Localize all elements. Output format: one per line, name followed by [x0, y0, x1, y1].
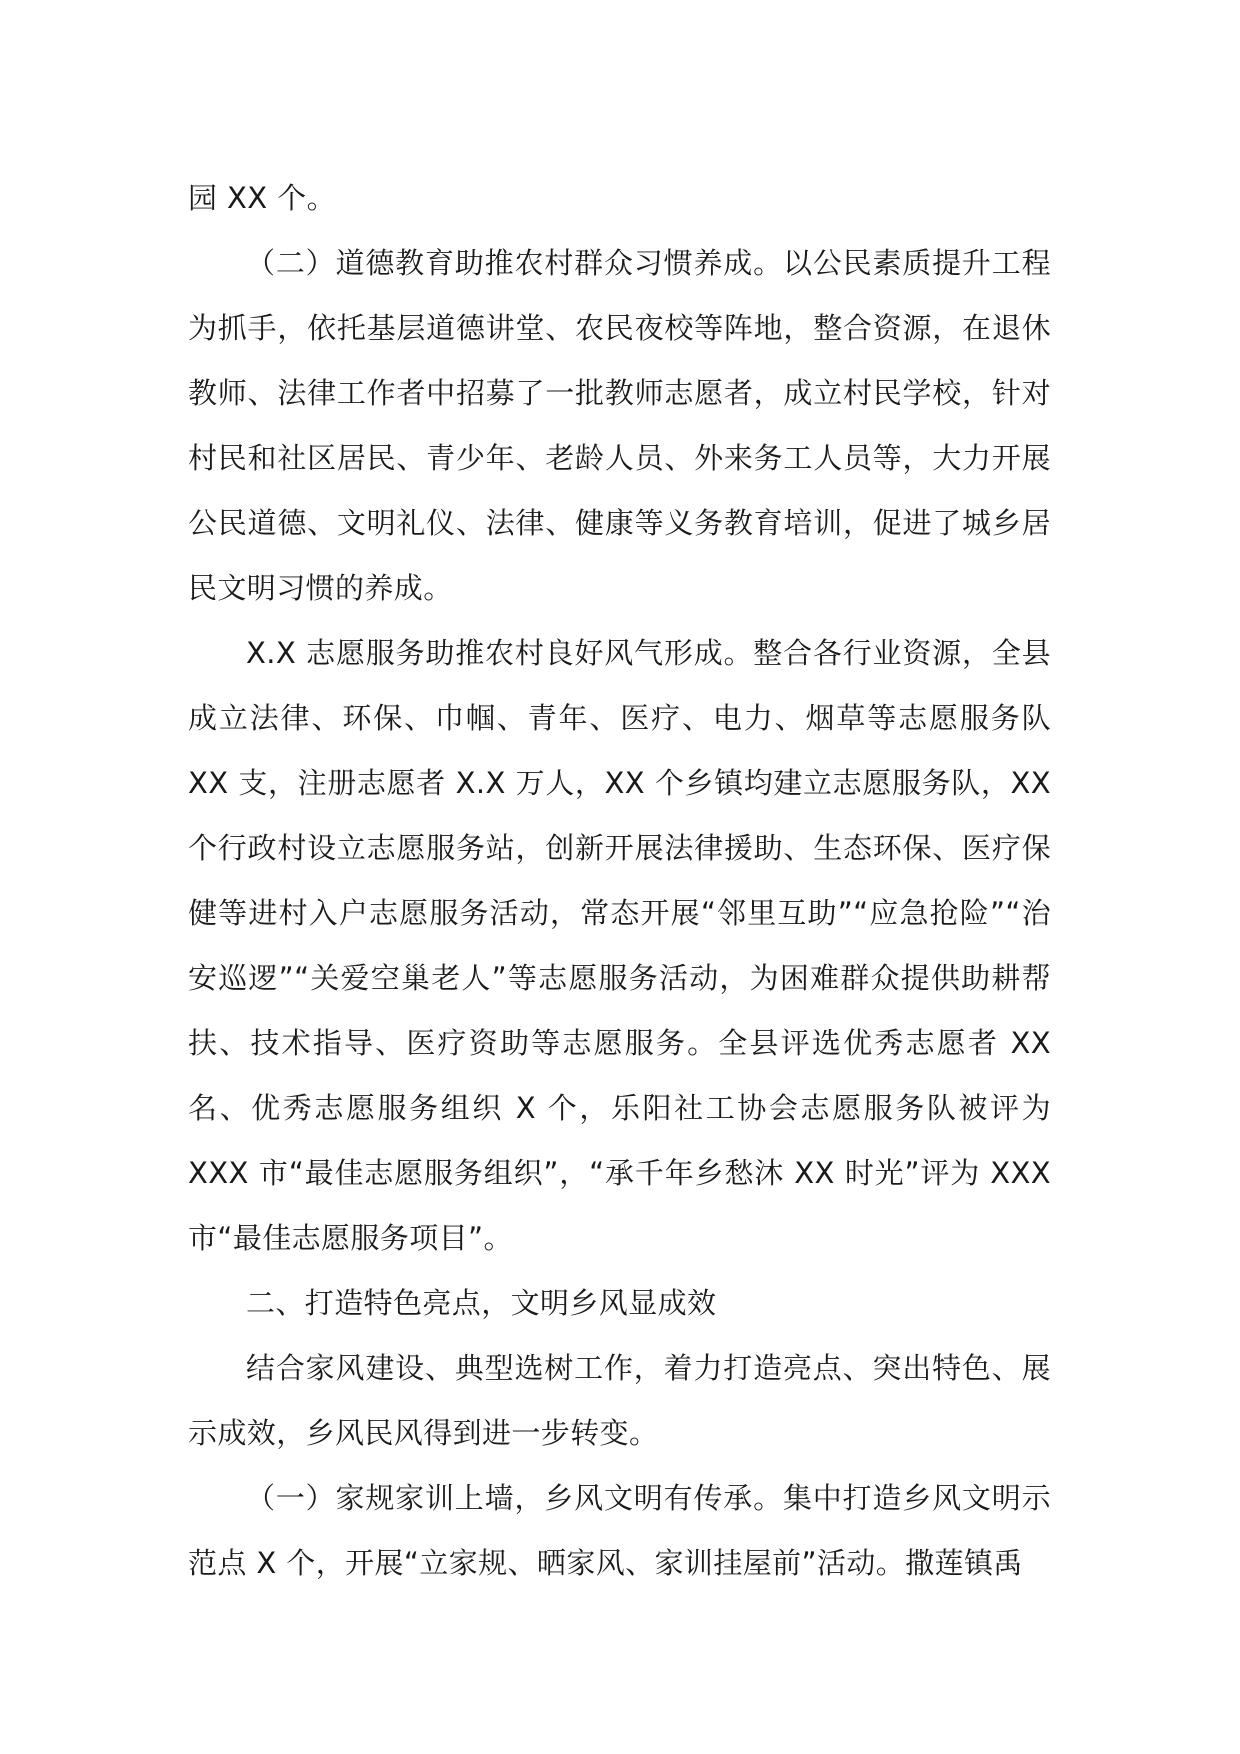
document-body — [188, 166, 1051, 1596]
section-heading-highlights: 二、打造特色亮点，文明乡风显成效 — [246, 1286, 717, 1320]
paragraph-section-intro: 结合家风建设、典型选树工作，着力打造亮点、突出特色、展示成效，乡风民风得到进一步转变。 — [188, 1351, 1051, 1450]
paragraph-volunteer-service: X.X 志愿服务助推农村良好风气形成。整合各行业资源，全县成立法律、环保、巾帼、青年、医疗、电力、烟草等志愿服务队 XX 支，注册志愿者 X.X 万人，XX 个乡镇均建立志愿服务队，XX 个行政村设立志愿服务站，创新开展法律援助、生态环保、医疗保健等进村入户志愿服务活动，常态开展“邻里互助”“应急抢险”“治安巡逻”“关爱空巢老人”等志愿服务活动，为困难群众提供助耕帮扶、技术指导、医疗资助等志愿服务。全县评选优秀志愿者 XX 名、优秀志愿服务组织 X 个，乐阳社工协会志愿服务队被评为 XXX 市“最佳志愿服务组织”，“承千年乡愁沐 XX 时光”评为 XXX 市“最佳志愿服务项目”。 — [188, 636, 1051, 1255]
paragraph-moral-education: （二）道德教育助推农村群众习惯养成。以公民素质提升工程为抓手，依托基层道德讲堂、农民夜校等阵地，整合资源，在退休教师、法律工作者中招募了一批教师志愿者，成立村民学校，针对村民和社区居民、青少年、老龄人员、外来务工人员等，大力开展公民道德、文明礼仪、法律、健康等义务教育培训，促进了城乡居民文明习惯的养成。 — [188, 246, 1051, 605]
paragraph-continuation: 园 XX 个。 — [188, 181, 336, 215]
paragraph-family-rules: （一）家规家训上墙，乡风文明有传承。集中打造乡风文明示范点 X 个，开展“立家规、晒家风、家训挂屋前”活动。撒莲镇禹 — [188, 1481, 1051, 1580]
